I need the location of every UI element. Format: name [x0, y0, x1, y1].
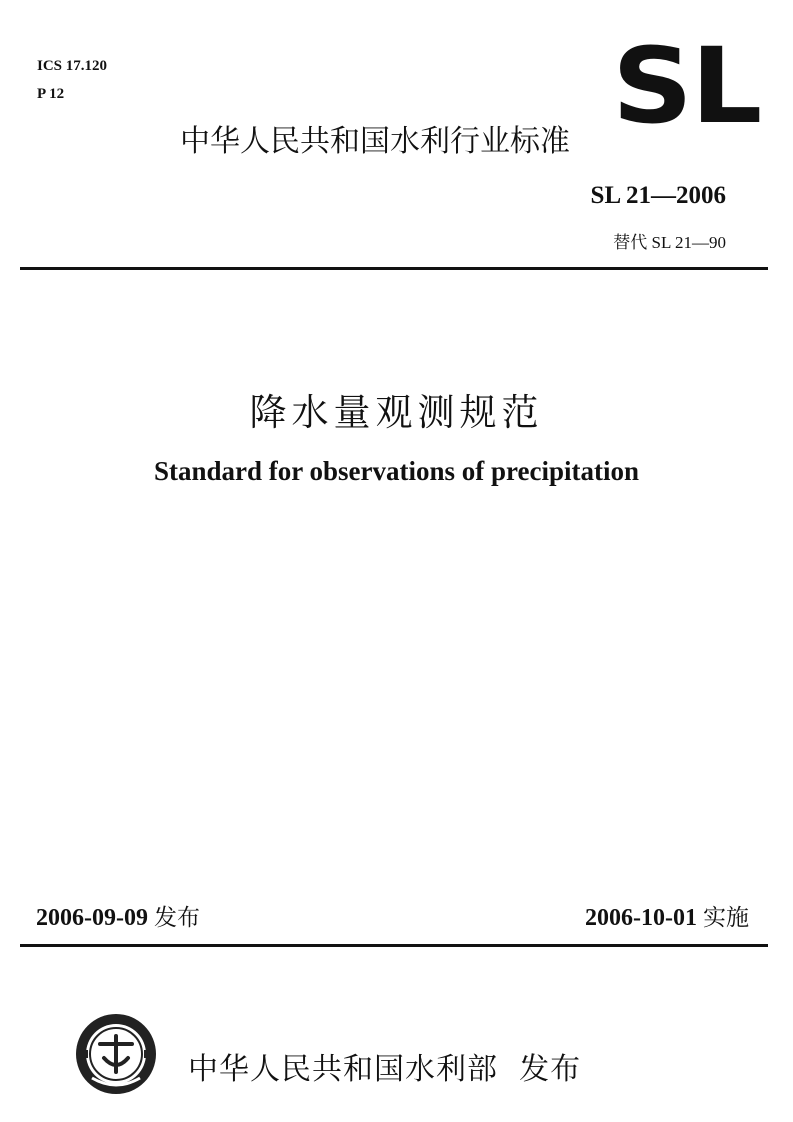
issue-label: 发布 — [153, 905, 200, 931]
replaces-label: 替代 — [613, 233, 648, 253]
implement-date: 2006-10-01 — [585, 905, 697, 931]
classification-block — [37, 52, 107, 108]
issue-date-line — [36, 899, 200, 932]
implement-date-line — [585, 899, 749, 932]
publisher-action: 发布 — [519, 1052, 582, 1087]
implement-label: 实施 — [703, 905, 749, 931]
publisher-seal-icon — [70, 1008, 162, 1100]
top-divider — [20, 267, 768, 270]
issue-date: 2006-09-09 — [36, 905, 148, 931]
classification-code: P 12 — [37, 86, 65, 102]
replaces-line — [613, 228, 726, 253]
sl-logo: SL — [612, 25, 761, 147]
industry-standard-heading: 中华人民共和国水利行业标准 — [180, 124, 570, 159]
replaces-code: SL 21—90 — [651, 233, 726, 252]
bottom-divider — [20, 944, 768, 947]
publisher-name: 中华人民共和国水利部 — [188, 1052, 498, 1087]
standard-code: SL 21—2006 — [590, 182, 726, 209]
ics-code: ICS 17.120 — [37, 58, 108, 74]
publisher-line — [188, 1044, 581, 1088]
title-chinese: 降水量观测规范 — [249, 391, 544, 434]
title-english: Standard for observations of precipitation — [153, 456, 640, 486]
